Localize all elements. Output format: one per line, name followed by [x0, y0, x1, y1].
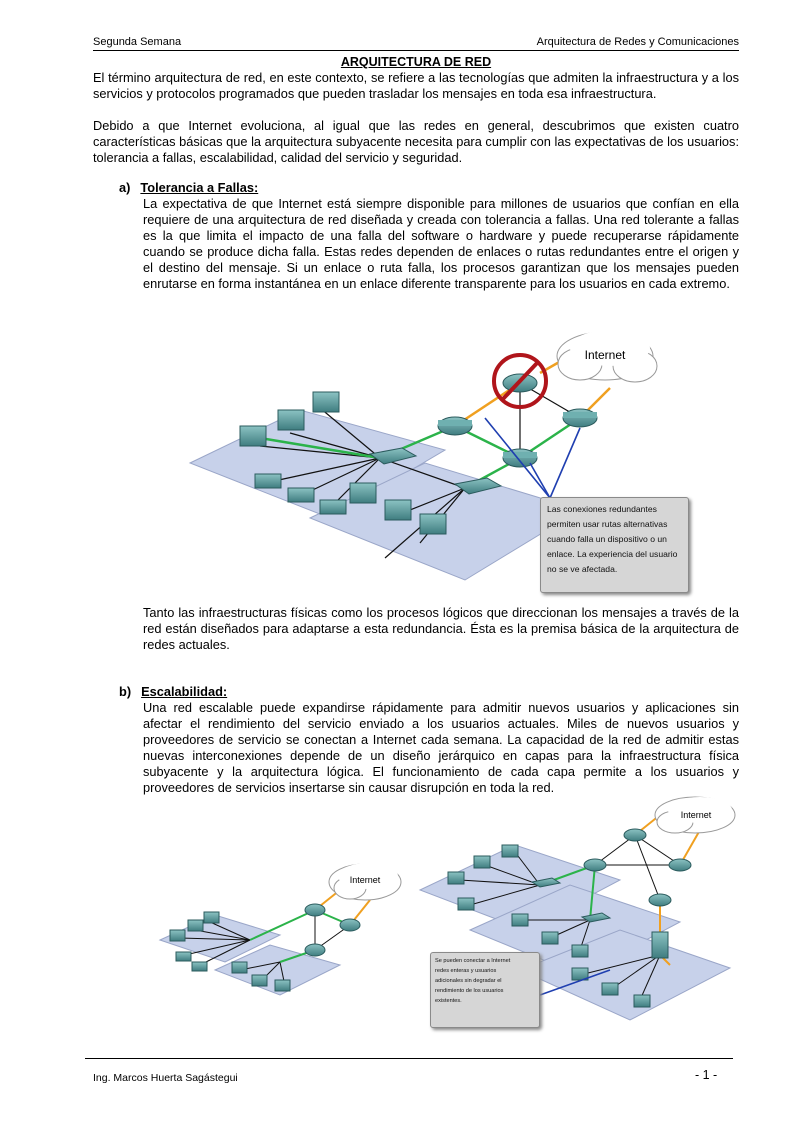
- router-icon: [624, 829, 646, 841]
- header-right: Arquitectura de Redes y Comunicaciones: [536, 36, 739, 48]
- fault-tolerance-callout: [540, 497, 689, 593]
- header-left: Segunda Semana: [93, 36, 182, 48]
- router-icon: [438, 417, 472, 435]
- router-icon: [305, 944, 325, 956]
- phone-icon: [255, 474, 281, 488]
- phone-icon: [288, 488, 314, 502]
- computer-icon: [252, 975, 267, 986]
- section-a-heading: [119, 180, 258, 195]
- router-icon: [563, 409, 597, 427]
- computer-icon: [448, 872, 464, 884]
- computer-icon: [204, 912, 219, 923]
- computer-icon: [542, 932, 558, 944]
- section-a-title: Tolerancia a Fallas:: [140, 180, 259, 195]
- callout-line: Las conexiones redundantes: [547, 504, 657, 514]
- intro-paragraph-1: El término arquitectura de red, en este contexto, se refiere a las tecnologías que admiten la infraestructura y a los servicios y protocolos programados que pueden trasladar los mensajes en toda esa infraestructura.: [93, 70, 739, 101]
- router-icon: [503, 449, 537, 467]
- section-b-heading: [119, 684, 227, 699]
- internet-cloud-left: [329, 863, 401, 900]
- page-title: ARQUITECTURA DE RED: [340, 55, 492, 69]
- computer-icon: [385, 500, 411, 520]
- computer-icon: [634, 995, 650, 1007]
- cloud-label-left: Internet: [349, 875, 381, 885]
- callout-line: enlace. La experiencia del usuario: [547, 549, 678, 559]
- section-b-marker: b): [119, 684, 132, 699]
- phone-icon: [176, 952, 191, 961]
- callout-line: redes enteras y usuarios: [435, 968, 497, 974]
- internet-cloud: [557, 330, 657, 382]
- computer-icon: [188, 920, 203, 931]
- computer-icon: [170, 930, 185, 941]
- router-icon: [669, 859, 691, 871]
- router-icon: [584, 859, 606, 871]
- section-a-marker: a): [119, 180, 131, 195]
- footer-author: Ing. Marcos Huerta Sagástegui: [93, 1072, 238, 1084]
- callout-line: adicionales sin degradar el: [435, 978, 502, 984]
- computer-icon: [350, 483, 376, 503]
- callout-line: permiten usar rutas alternativas: [547, 519, 668, 529]
- router-icon: [649, 894, 671, 906]
- cloud-label-right: Internet: [680, 810, 712, 820]
- page-header: [93, 36, 739, 51]
- cloud-label: Internet: [584, 348, 626, 362]
- router-icon: [340, 919, 360, 931]
- phone-icon: [320, 500, 346, 514]
- section-a-body: La expectativa de que Internet está siempre disponible para millones de usuarios que confían en ella requiere de una arquitectura de red diseñada y creada con tolerancia a fallas. Una red tolerante a fallas es la que limita el impacto de una falla del software o hardware y puede recuperarse rápidamente cuando se produce dicha falla. Estas redes dependen de enlaces o rutas redundantes entre el origen y el destino del mensaje. Si un enlace o ruta falla, los procesos garantizan que los mensajes pueden enrutarse en forma instantánea en un enlace diferente transparente para los usuarios en cada extremo.: [143, 196, 739, 291]
- footer-rule: [85, 1058, 733, 1059]
- computer-icon: [602, 983, 618, 995]
- callout-line: existentes.: [435, 998, 462, 1004]
- phone-icon: [192, 962, 207, 971]
- callout-line: rendimiento de los usuarios: [435, 988, 504, 994]
- computer-icon: [232, 962, 247, 973]
- computer-icon: [240, 426, 266, 446]
- computer-icon: [502, 845, 518, 857]
- internet-cloud-right: [655, 797, 735, 833]
- computer-icon: [458, 898, 474, 910]
- server-icon: [652, 932, 668, 958]
- scalability-callout: [430, 952, 540, 1028]
- page-number: - 1 -: [695, 1068, 718, 1082]
- callout-line: cuando falla un dispositivo o un: [547, 534, 667, 544]
- computer-icon: [512, 914, 528, 926]
- section-b-body: Una red escalable puede expandirse rápidamente para admitir nuevos usuarios y aplicaciones sin afectar el rendimiento del servicio enviado a los usuarios actuales. Miles de nuevos usuarios y proveedores de servicio se conectan a Internet cada semana. La capacidad de la red de admitir estas nuevas interconexiones depende de un diseño jerárquico en capas para la infraestructura física subyacente y la arquitectura lógica. El funcionamiento de cada capa permite a los usuarios y proveedores de servicios insertarse sin causar disrupción en toda la red.: [143, 700, 739, 795]
- computer-icon: [572, 945, 588, 957]
- computer-icon: [474, 856, 490, 868]
- intro-paragraph-2: Debido a que Internet evoluciona, al igual que las redes en general, descubrimos que existen cuatro características básicas que la arquitectura subyacente necesita para cumplir con las expectativas de los usuarios: tolerancia a fallas, escalabilidad, calidad del servicio y seguridad.: [93, 118, 739, 165]
- callout-line: no se ve afectada.: [547, 564, 618, 574]
- computer-icon: [278, 410, 304, 430]
- section-a-after: Tanto las infraestructuras físicas como los procesos lógicos que direccionan los mensajes a través de la red están diseñados para adaptarse a esta redundancia. Ésta es la premisa básica de la arquitectura de redes actuales.: [143, 605, 739, 652]
- callout-line: Se pueden conectar a Internet: [435, 958, 511, 964]
- computer-icon: [420, 514, 446, 534]
- computer-icon: [275, 980, 290, 991]
- section-b-title: Escalabilidad:: [141, 684, 228, 699]
- computer-icon: [313, 392, 339, 412]
- router-icon: [305, 904, 325, 916]
